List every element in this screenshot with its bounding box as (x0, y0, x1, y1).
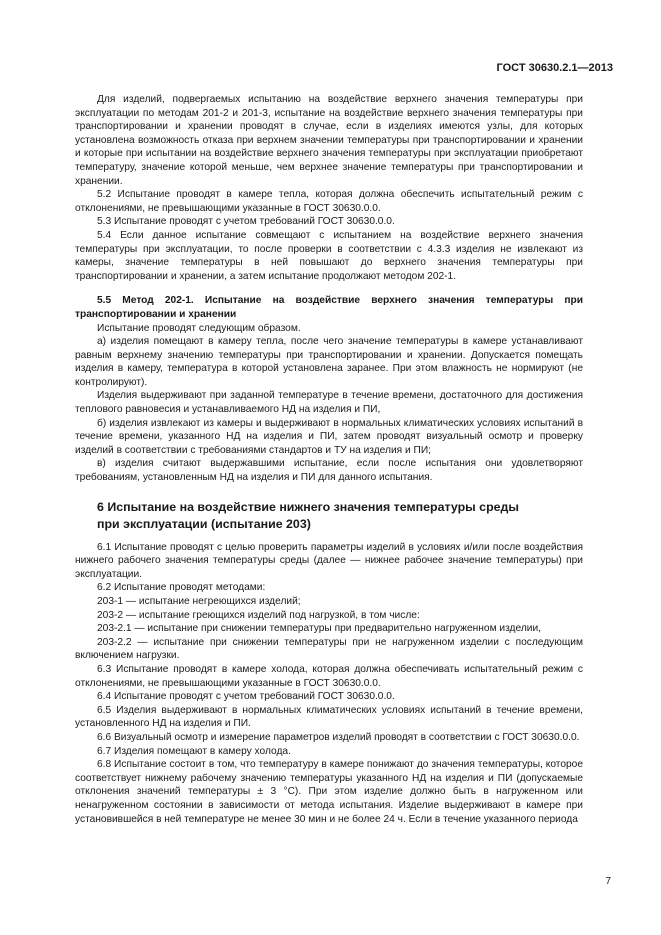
list-item-203-2-2: 203-2.2 — испытание при снижении температуры при не нагруженном изделии с последующим включением нагрузки. (75, 636, 583, 662)
paragraph-6-6: 6.6 Визуальный осмотр и измерение параметров изделий проводят в соответствии с ГОСТ 30630.0.0. (97, 731, 580, 743)
section-6-heading-line1: 6 Испытание на воздействие нижнего значения температуры среды (97, 499, 519, 514)
list-item-203-2-1: 203-2.1 — испытание при снижении температуры при предварительно нагруженном изделии, (97, 623, 541, 635)
document-body (75, 93, 583, 826)
document-header: ГОСТ 30630.2.1—2013 (496, 62, 613, 74)
paragraph: Для изделий, подвергаемых испытанию на воздействие верхнего значения температуры при эксплуатации по методам 201-2 и 201-3, испытание на воздействие верхнего значения температуры при транспортировании и хранении проводят в случае, если в изделиях имеются узлы, для которых установлена возможность отказа при верхнем значении температуры при транспортировании и хранении и которые при испытании на воздействие верхнего значения температуры при эксплуатации приобретают температуру, значение которой меньше, чем верхнее значение температуры при транспортировании и хранении. (75, 94, 583, 187)
section-6-heading (75, 499, 583, 533)
paragraph-5-3: 5.3 Испытание проводят с учетом требований ГОСТ 30630.0.0. (97, 216, 395, 228)
paragraph-5-5-b: б) изделия извлекают из камеры и выдерживают в нормальных климатических условиях испытаний в течение времени, указанного НД на изделия и ПИ, затем проводят визуальный осмотр и проверку изделий в соответствии с требованиями стандартов и ТУ на изделия и ПИ; (75, 417, 583, 456)
section-6-heading-line2: при эксплуатации (испытание 203) (97, 516, 311, 531)
paragraph-6-2: 6.2 Испытание проводят методами: (97, 582, 266, 594)
list-item-203-1: 203-1 — испытание негреющихся изделий; (97, 596, 301, 607)
paragraph-6-4: 6.4 Испытание проводят с учетом требований ГОСТ 30630.0.0. (97, 691, 395, 703)
paragraph-5-2: 5.2 Испытание проводят в камере тепла, которая должна обеспечить испытательный режим с отклонениями, не превышающими указанные в ГОСТ 30630.0.0. (75, 189, 583, 214)
paragraph-5-4: 5.4 Если данное испытание совмещают с испытанием на воздействие верхнего значения температуры при эксплуатации, то после проверки в соответствии с 4.3.3 изделия не извлекают из камеры, значение температуры в ней повышают до верхнего значения температуры при транспортировании и хранении, а затем испытание продолжают методом 202-1. (75, 229, 583, 282)
paragraph-6-5: 6.5 Изделия выдерживают в нормальных климатических условиях испытаний в течение времени, установленного НД на изделия и ПИ. (75, 704, 583, 730)
section-5-5-heading: 5.5 Метод 202-1. Испытание на воздействие верхнего значения температуры при транспортировании и хранении (75, 295, 583, 320)
list-item-203-2: 203-2 — испытание греющихся изделий под нагрузкой, в том числе: (97, 609, 420, 621)
paragraph-6-3: 6.3 Испытание проводят в камере холода, которая должна обеспечивать испытательный режим с отклонениями, не превышающими указанные в ГОСТ 30630.0.0. (75, 663, 583, 689)
paragraph-5-5-a2: Изделия выдерживают при заданной температуре в течение времени, достаточного для достижения теплового равновесия и устанавливаемого НД на изделия и ПИ, (75, 390, 583, 416)
page-number: 7 (605, 876, 611, 887)
paragraph-6-7: 6.7 Изделия помещают в камеру холода. (97, 745, 291, 757)
paragraph-6-1: 6.1 Испытание проводят с целью проверить параметры изделий в условиях и/или после воздействия нижнего рабочего значения температуры среды (далее — нижнее рабочее значение температуры) при эксплуатации. (75, 541, 583, 580)
paragraph-6-8: 6.8 Испытание состоит в том, что температуру в камере понижают до значения температуры, которое соответствует нижнему рабочему значению температуры указанного НД на изделия и ПИ (допускаемые отклонения значений температуры ± 3 °С). При этом изделие должно быть в нагруженном или ненагруженном состоянии в зависимости от метода испытания. Изделие выдерживают в камере при установившейся в ней температуре не менее 30 мин и не более 24 ч. Если в течение указанного периода (75, 759, 583, 825)
paragraph-5-5-intro: Испытание проводят следующим образом. (97, 322, 301, 334)
paragraph-5-5-a: а) изделия помещают в камеру тепла, после чего значение температуры в камере устанавливают равным верхнему значению температуры при транспортировании и хранении. Допускается помещать изделия в камеру, температура в которой установлена заранее. При этом влажность не нормируют (не контролируют). (75, 336, 583, 388)
paragraph-5-5-v: в) изделия считают выдержавшими испытание, если после испытания они удовлетворяют требованиям, установленным НД на изделия и ПИ для данного испытания. (75, 458, 583, 484)
